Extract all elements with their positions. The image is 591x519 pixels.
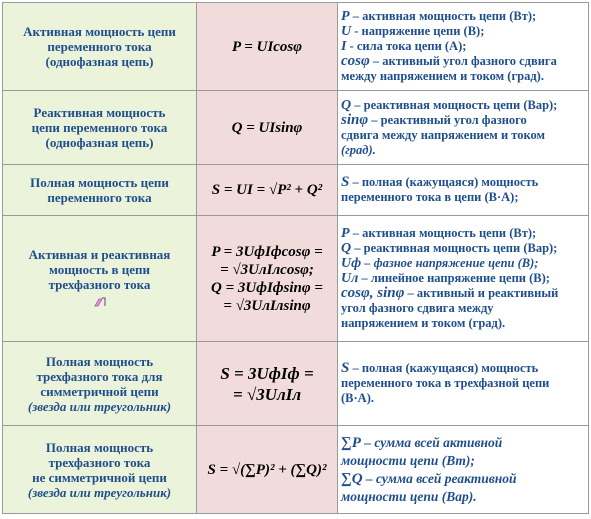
- desc-line: [341, 256, 585, 271]
- desc-symbol: P: [341, 9, 350, 24]
- formula-line: Q = UIsinφ: [231, 119, 303, 136]
- desc-line: [341, 271, 585, 286]
- desc-symbol: cosφ, sinφ: [341, 285, 405, 301]
- table-row: [3, 426, 589, 514]
- row-description: [338, 91, 589, 165]
- row-description: [338, 342, 589, 426]
- edit-icon: [93, 296, 107, 308]
- desc-text: переменного тока в цепи (В·А);: [341, 190, 519, 204]
- desc-symbol: S: [341, 174, 350, 190]
- desc-line: [341, 316, 585, 331]
- title-line: (звезда или треугольник): [27, 484, 172, 500]
- desc-text: мощности цепи (Вт);: [341, 452, 475, 468]
- row-formula: [197, 165, 338, 216]
- title-line: переменного тока: [47, 190, 152, 205]
- edit-icon-graphic: [93, 296, 107, 308]
- desc-symbol: P: [341, 226, 350, 241]
- title-line: Активная и реактивная: [28, 246, 171, 262]
- desc-symbol: Uл: [341, 271, 359, 286]
- desc-line: [341, 98, 585, 113]
- desc-text: – активная мощность цепи (Вт);: [349, 9, 537, 23]
- title-line: (звезда или треугольник): [27, 398, 172, 414]
- desc-text: – реактивная мощность цепи (Вар);: [351, 241, 558, 255]
- formula-line: P = UIcosφ: [231, 38, 303, 55]
- title-line: Реактивная мощность: [33, 105, 166, 120]
- row-title: [3, 165, 197, 216]
- table-row: [3, 165, 589, 216]
- title-line: Полная мощность: [45, 439, 154, 455]
- formula-line: S = 3UфIф =: [220, 363, 314, 383]
- desc-line: [341, 391, 585, 406]
- title-line: не симметричной цепи: [32, 469, 167, 485]
- desc-text: сдвига между напряжением и током: [341, 127, 546, 142]
- desc-line: [341, 241, 585, 256]
- title-line: Активная мощность цепи: [23, 24, 176, 39]
- desc-line: [341, 301, 585, 316]
- desc-line: [341, 452, 585, 470]
- row-description: [338, 3, 589, 91]
- desc-symbol: ∑Q: [341, 470, 363, 487]
- power-formulas-table: [2, 2, 589, 514]
- row-title: [3, 91, 197, 165]
- desc-line: [341, 113, 585, 128]
- desc-symbol: Q: [341, 97, 352, 113]
- desc-symbol: U: [341, 24, 352, 39]
- desc-text: – активный и реактивный: [404, 286, 559, 300]
- title-line: Полная мощность цепи: [30, 175, 169, 190]
- row-formula: [197, 342, 338, 426]
- desc-text: – полная (кажущаяся) мощность: [349, 361, 539, 375]
- desc-text: - сила тока цепи (А);: [346, 39, 467, 53]
- title-line: трехфазного тока для: [36, 368, 163, 384]
- formula-line: S = UI = √P² + Q²: [211, 182, 323, 198]
- desc-line: [341, 69, 585, 84]
- desc-line: [341, 190, 585, 205]
- desc-text: – фазное напряжение цепи (В);: [361, 256, 539, 270]
- desc-line: [341, 286, 585, 301]
- desc-text: – реактивный угол фазного: [368, 112, 527, 127]
- desc-line: [341, 175, 585, 190]
- desc-text: – полная (кажущаяся) мощность: [349, 175, 539, 189]
- desc-text: - напряжение цепи (В);: [351, 24, 485, 38]
- table-row: [3, 91, 589, 165]
- row-description: [338, 165, 589, 216]
- title-line: (однофазная цепь): [45, 135, 154, 150]
- desc-line: [341, 24, 585, 39]
- row-title: [3, 426, 197, 514]
- desc-text: – реактивная мощность цепи (Вар);: [351, 97, 558, 112]
- desc-line: [341, 470, 585, 488]
- desc-symbol: sinφ: [341, 111, 369, 128]
- desc-line: [341, 488, 585, 506]
- desc-line: [341, 128, 585, 143]
- row-formula: [197, 426, 338, 514]
- desc-symbol: I: [341, 39, 347, 54]
- row-title: [3, 216, 197, 342]
- formula-line: = √3UлIл: [232, 384, 302, 404]
- row-title: [3, 342, 197, 426]
- desc-text: – линейное напряжение цепи (В);: [358, 271, 550, 285]
- row-description: [338, 216, 589, 342]
- title-line: цепи переменного тока: [31, 120, 168, 135]
- desc-text: (В·А).: [341, 391, 374, 405]
- title-line: симметричной цепи: [40, 383, 159, 399]
- title-line: [6, 292, 193, 311]
- desc-text: напряжением и током (град).: [341, 316, 506, 330]
- title-line: трехфазного тока: [48, 276, 151, 292]
- title-line: трехфазного тока: [48, 454, 151, 470]
- desc-line: [341, 54, 585, 69]
- title-line: (однофазная цепь): [45, 54, 154, 69]
- table-row: [3, 3, 589, 91]
- title-line: переменного тока: [47, 39, 152, 54]
- row-title: [3, 3, 197, 91]
- desc-text: между напряжением и током (град).: [341, 69, 544, 83]
- power-formulas-sheet: [2, 2, 589, 513]
- formula-line: = √3UлIлsinφ: [223, 297, 311, 314]
- table-row: [3, 216, 589, 342]
- desc-text: – сумма всей реактивной: [362, 470, 517, 486]
- desc-text: – активный угол фазного сдвига: [369, 54, 557, 68]
- desc-line: [341, 376, 585, 391]
- desc-text: мощности цепи (Вар).: [341, 488, 477, 504]
- desc-line: [341, 9, 585, 24]
- desc-symbol: Uф: [341, 256, 362, 271]
- table-row: [3, 342, 589, 426]
- desc-line: [341, 361, 585, 376]
- formula-line: S = √(∑P)² + (∑Q)²: [207, 461, 327, 478]
- row-formula: [197, 3, 338, 91]
- desc-text: угол фазного сдвига между: [341, 301, 494, 315]
- row-formula: [197, 216, 338, 342]
- row-description: [338, 426, 589, 514]
- desc-line: [341, 226, 585, 241]
- desc-symbol: S: [341, 360, 350, 376]
- title-line: Полная мощность: [45, 353, 154, 369]
- desc-line: [341, 39, 585, 54]
- desc-line: [341, 143, 585, 158]
- formula-line: = √3UлIлcosφ;: [220, 261, 314, 278]
- desc-symbol: ∑P: [341, 434, 361, 451]
- desc-text: – активная мощность цепи (Вт);: [349, 226, 537, 240]
- desc-text: – сумма всей активной: [360, 434, 503, 450]
- desc-text: (град).: [341, 142, 376, 157]
- formula-line: P = 3UфIфcosφ =: [211, 243, 323, 260]
- desc-text: переменного тока в трехфазной цепи: [341, 376, 550, 390]
- formula-line: Q = 3UфIфsinφ =: [211, 279, 323, 296]
- title-line: мощность в цепи: [49, 261, 150, 277]
- row-formula: [197, 91, 338, 165]
- desc-symbol: cosφ: [341, 53, 370, 69]
- desc-symbol: Q: [341, 241, 352, 256]
- desc-line: [341, 434, 585, 452]
